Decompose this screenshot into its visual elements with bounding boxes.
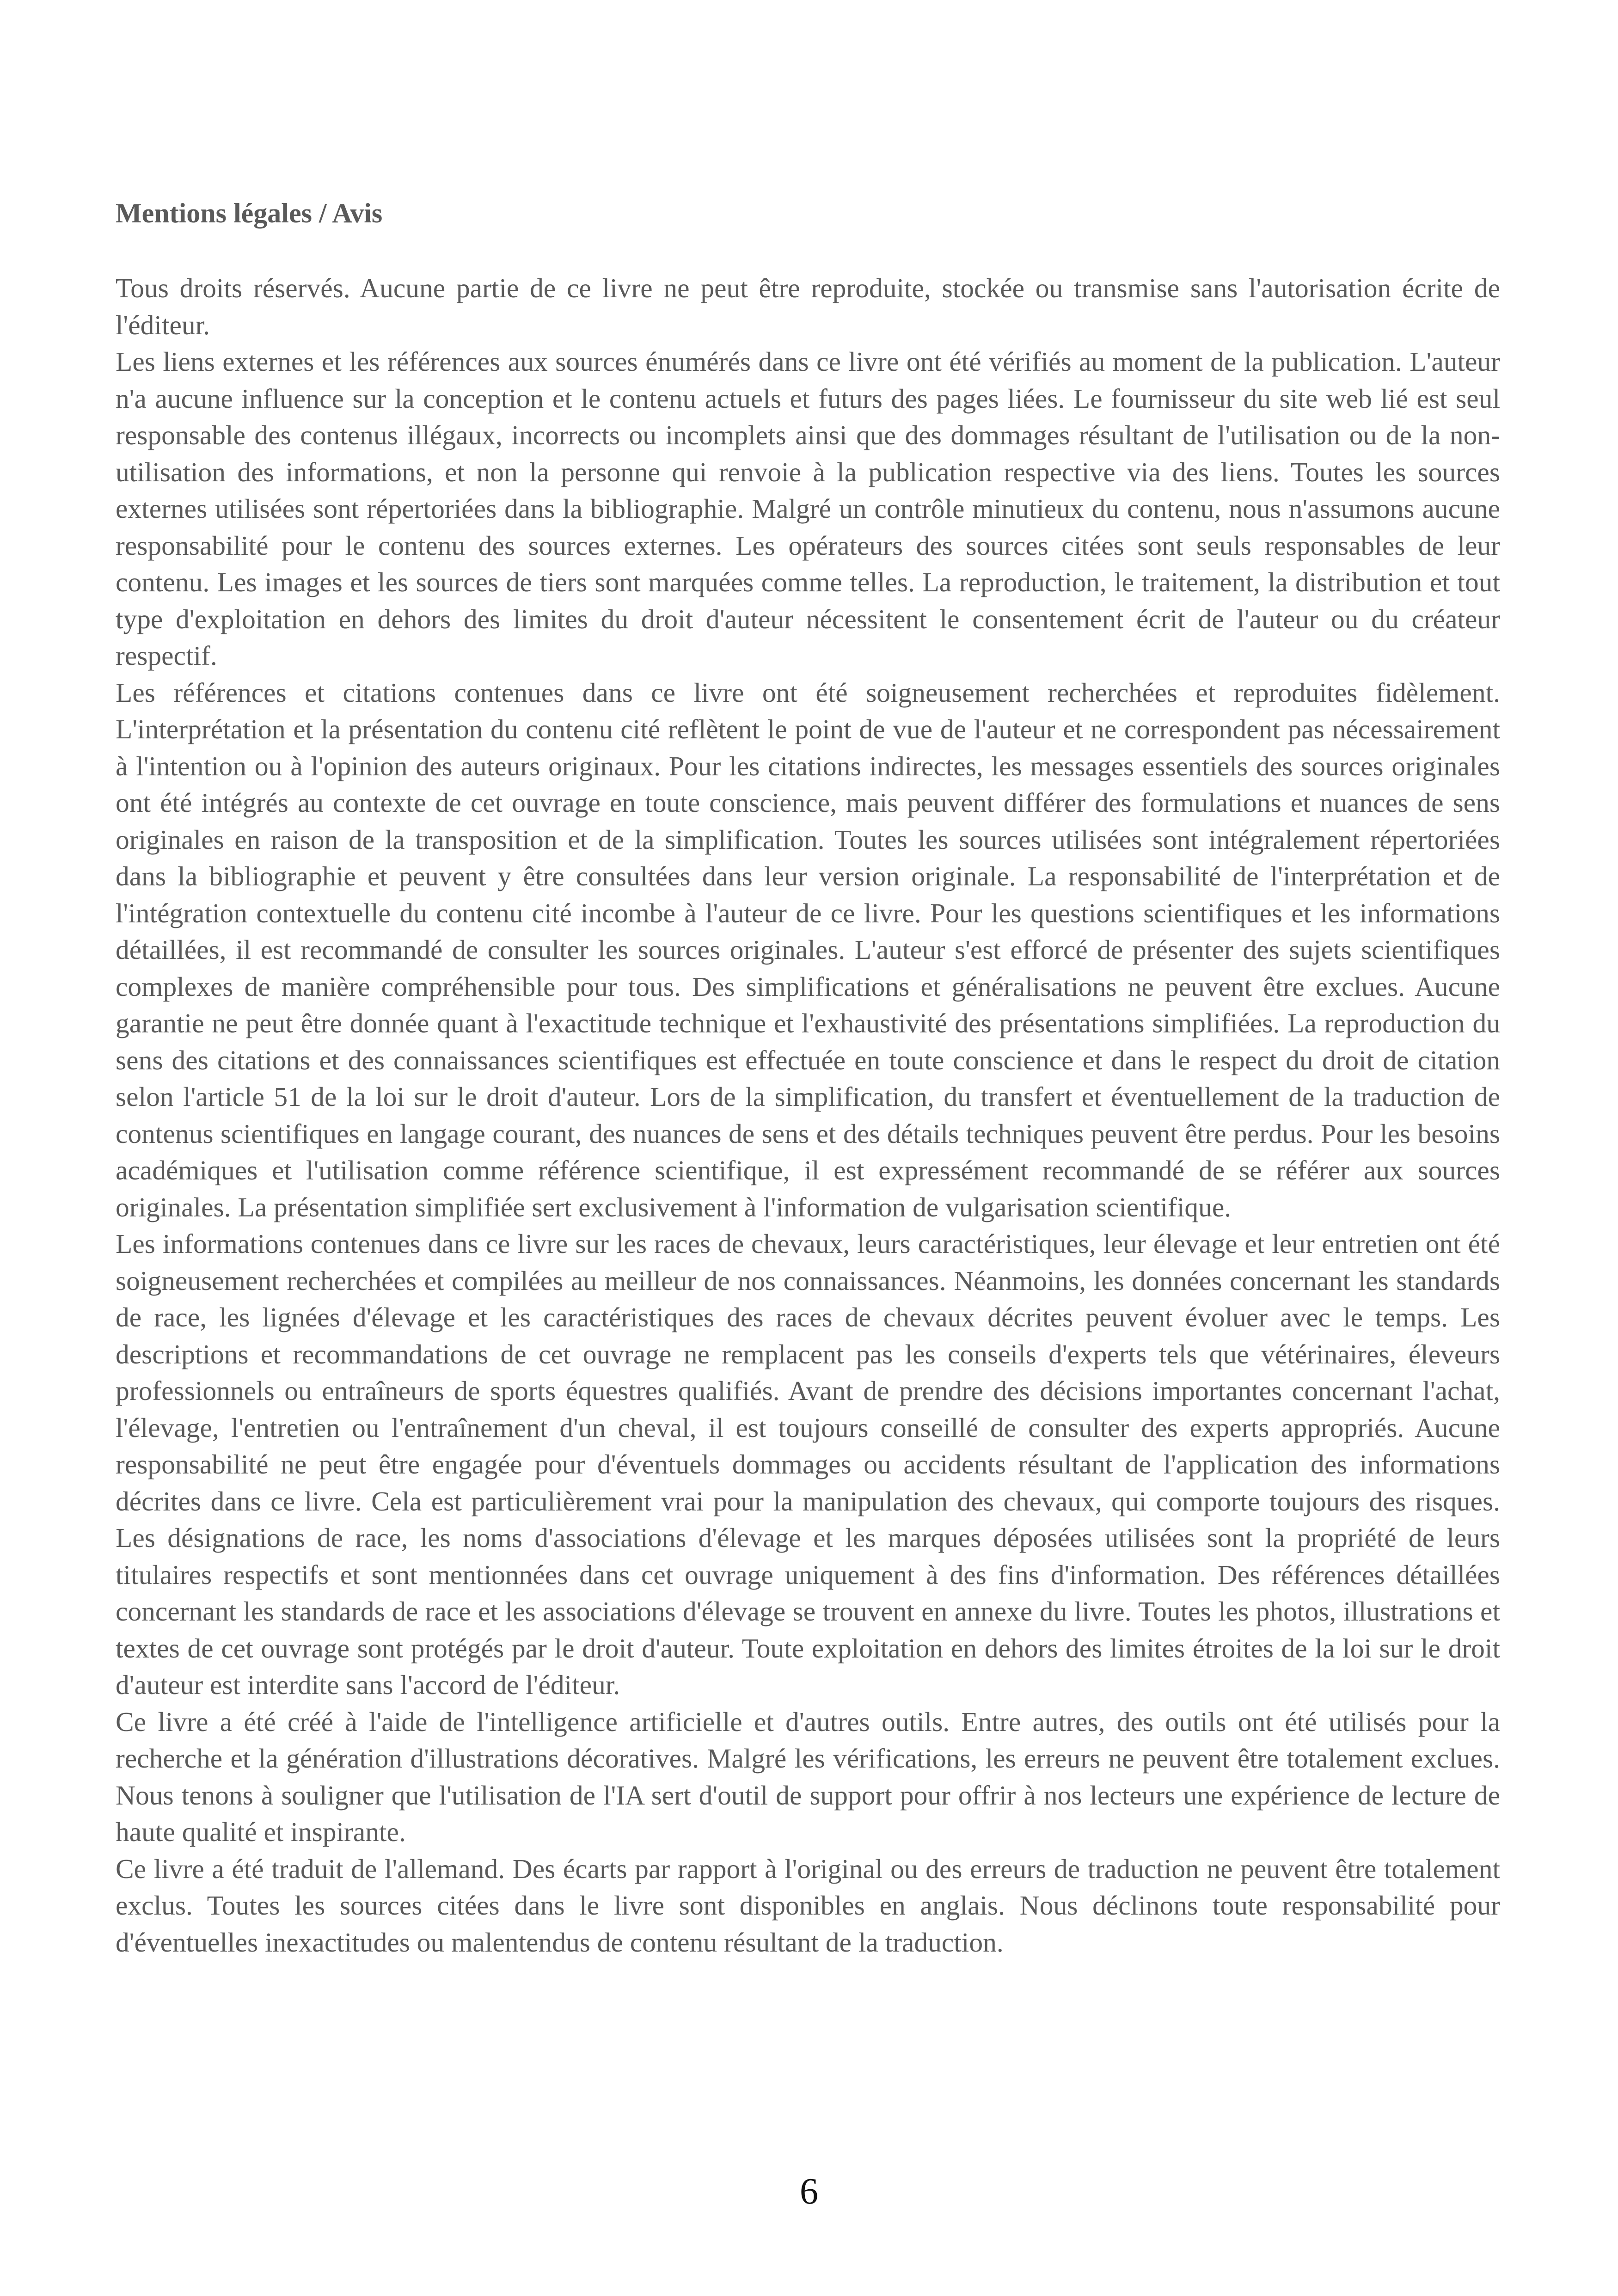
paragraph-horse-information: Les informations contenues dans ce livre sur les races de chevaux, leurs caractéristiques, leur élevage et leur entretien ont été soigneusement recherchées et compilées au meilleur de nos connaissances. Néanmoins, les données concernant les standards de race, les lignées d'élevage et les caractéristiques des races de chevaux décrites peuvent évoluer avec le temps. Les descriptions et recommandations de cet ouvrage ne remplacent pas les conseils d'experts tels que vétérinaires, éleveurs professionnels ou entraîneurs de sports équestres qualifiés. Avant de prendre des décisions importantes concernant l'achat, l'élevage, l'entretien ou l'entraînement d'un cheval, il est toujours conseillé de consulter des experts appropriés. Aucune responsabilité ne peut être engagée pour d'éventuels dommages ou accidents résultant de l'application des informations décrites dans ce livre. Cela est particulièrement vrai pour la manipulation des chevaux, qui comporte toujours des risques. Les désignations de race, les noms d'associations d'élevage et les marques déposées utilisées sont la propriété de leurs titulaires respectifs et sont mentionnées dans cet ouvrage uniquement à des fins d'information. Des références détaillées concernant les standards de race et les associations d'élevage se trouvent en annexe du livre. Toutes les photos, illustrations et textes de cet ouvrage sont protégés par le droit d'auteur. Toute exploitation en dehors des limites étroites de la loi sur le droit d'auteur est interdite sans l'accord de l'éditeur. <box>116 1228 1500 1700</box>
paragraph-citations: Les références et citations contenues dans ce livre ont été soigneusement recherchées et reproduites fidèlement. L'interprétation et la présentation du contenu cité reflètent le point de vue de l'auteur et ne correspondent pas nécessairement à l'intention ou à l'opinion des auteurs originaux. Pour les citations indirectes, les messages essentiels des sources originales ont été intégrés au contexte de cet ouvrage en toute conscience, mais peuvent différer des formulations et nuances de sens originales en raison de la transposition et de la simplification. Toutes les sources utilisées sont intégralement répertoriées dans la bibliographie et peuvent y être consultées dans leur version originale. La responsabilité de l'interprétation et de l'intégration contextuelle du contenu cité incombe à l'auteur de ce livre. Pour les questions scientifiques et les informations détaillées, il est recommandé de consulter les sources originales. L'auteur s'est efforcé de présenter des sujets scientifiques complexes de manière compréhensible pour tous. Des simplifications et généralisations ne peuvent être exclues. Aucune garantie ne peut être donnée quant à l'exactitude technique et l'exhaustivité des présentations simplifiées. La reproduction du sens des citations et des connaissances scientifiques est effectuée en toute conscience et dans le respect du droit de citation selon l'article 51 de la loi sur le droit d'auteur. Lors de la simplification, du transfert et éventuellement de la traduction de contenus scientifiques en langage courant, des nuances de sens et des détails techniques peuvent être perdus. Pour les besoins académiques et l'utilisation comme référence scientifique, il est expressément recommandé de se référer aux sources originales. La présentation simplifiée sert exclusivement à l'information de vulgarisation scientifique. <box>116 677 1500 1222</box>
paragraph-external-links: Les liens externes et les références aux sources énumérés dans ce livre ont été vérifiés au moment de la publication. L'auteur n'a aucune influence sur la conception et le contenu actuels et futurs des pages liées. Le fournisseur du site web lié est seul responsable des contenus illégaux, incorrects ou incomplets ainsi que des dommages résultant de l'utilisation ou de la non-utilisation des informations, et non la personne qui renvoie à la publication respective via des liens. Toutes les sources externes utilisées sont répertoriées dans la bibliographie. Malgré un contrôle minutieux du contenu, nous n'assumons aucune responsabilité pour le contenu des sources externes. Les opérateurs des sources citées sont seuls responsables de leur contenu. Les images et les sources de tiers sont marquées comme telles. La reproduction, le traitement, la distribution et tout type d'exploitation en dehors des limites du droit d'auteur nécessitent le consentement écrit de l'auteur ou du créateur respectif. <box>116 346 1500 671</box>
page-number: 6 <box>800 2171 818 2212</box>
legal-notice-content <box>116 194 1500 1961</box>
page-title: Mentions légales / Avis <box>116 198 383 228</box>
paragraph-translation: Ce livre a été traduit de l'allemand. Des écarts par rapport à l'original ou des erreurs de traduction ne peuvent être totalement exclus. Toutes les sources citées dans le livre sont disponibles en anglais. Nous déclinons toute responsabilité pour d'éventuelles inexactitudes ou malentendus de contenu résultant de la traduction. <box>116 1853 1500 1958</box>
paragraph-ai-tools: Ce livre a été créé à l'aide de l'intelligence artificielle et d'autres outils. Entre autres, des outils ont été utilisés pour la recherche et la génération d'illustrations décoratives. Malgré les vérifications, les erreurs ne peuvent être totalement exclues. Nous tenons à souligner que l'utilisation de l'IA sert d'outil de support pour offrir à nos lecteurs une expérience de lecture de haute qualité et inspirante. <box>116 1706 1500 1847</box>
paragraph-copyright: Tous droits réservés. Aucune partie de ce livre ne peut être reproduite, stockée ou transmise sans l'autorisation écrite de l'éditeur. <box>116 273 1500 340</box>
